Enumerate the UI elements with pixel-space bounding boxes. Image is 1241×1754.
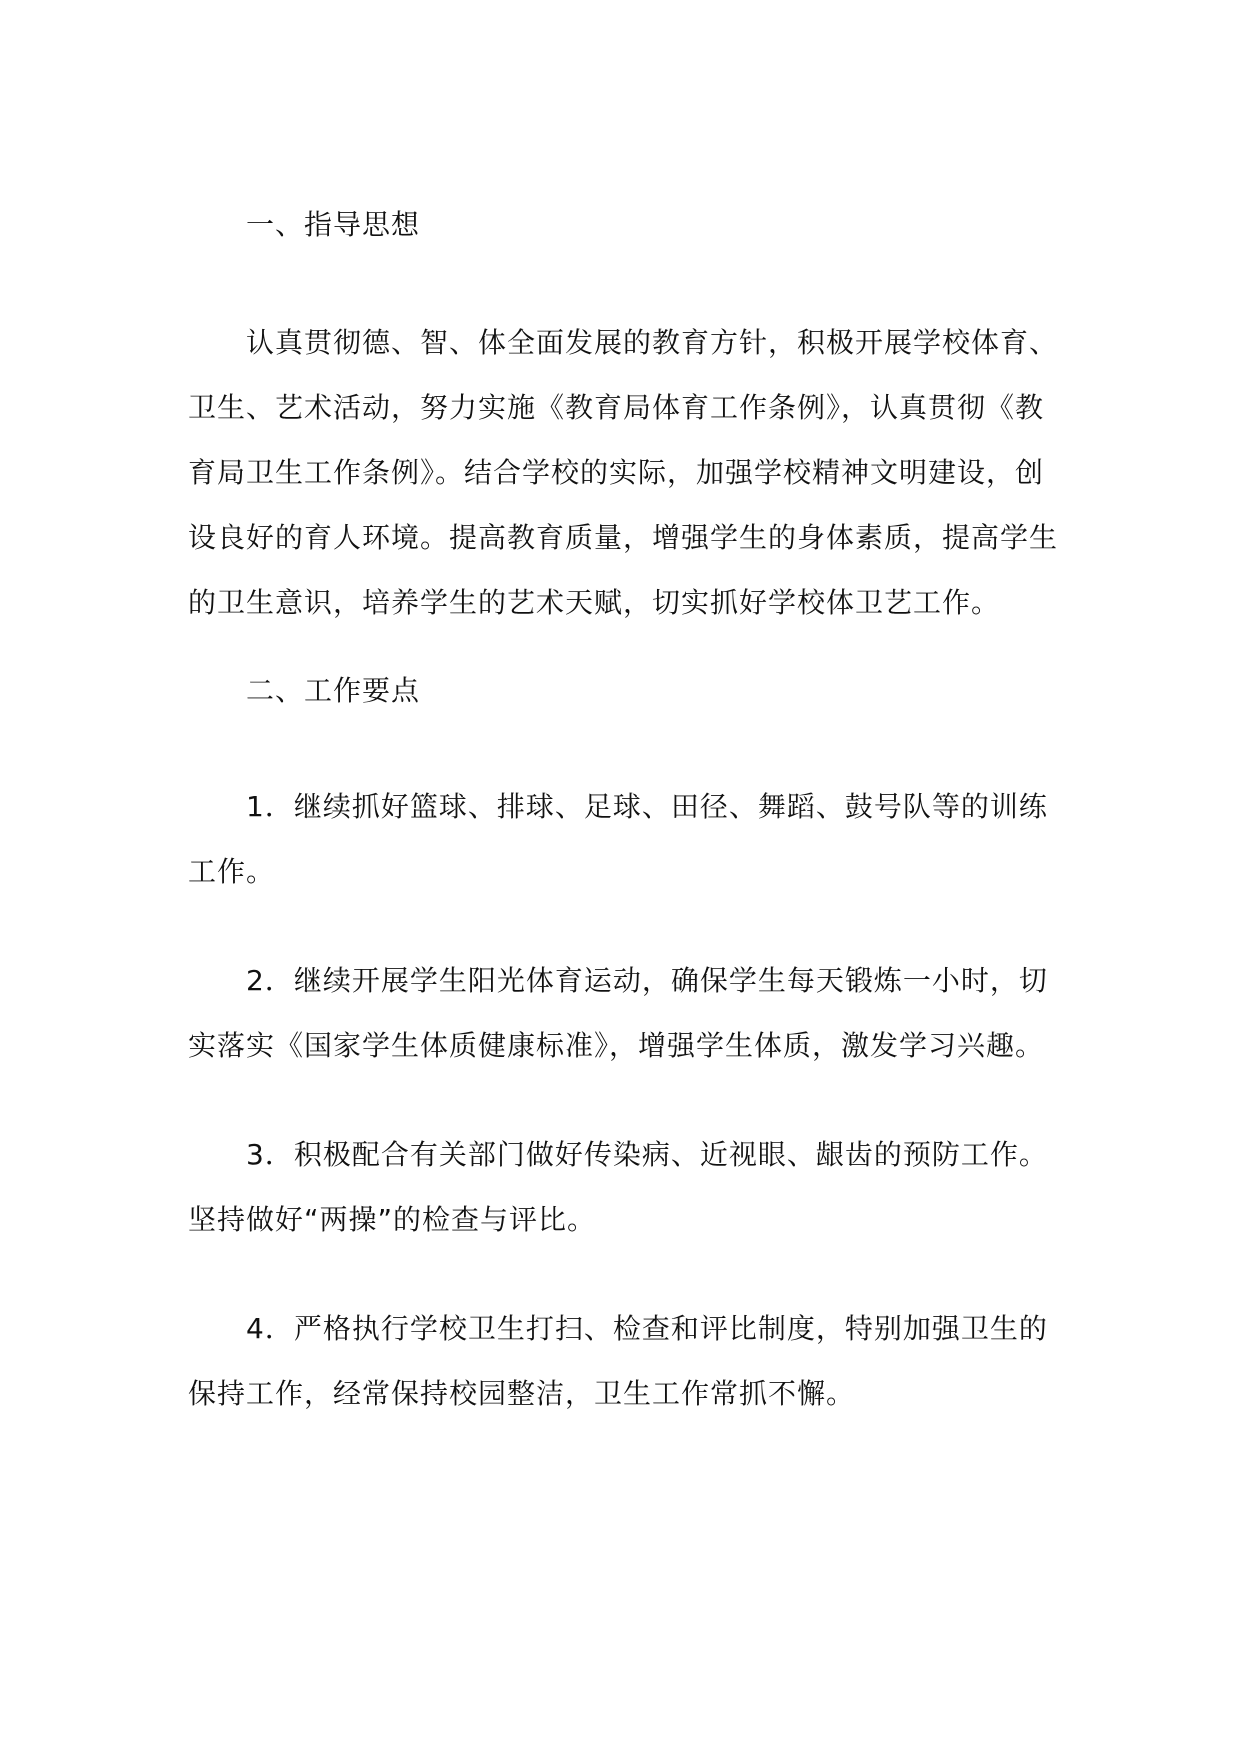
- heading-text: 二、工作要点: [246, 674, 421, 707]
- paragraph-guiding-ideology: [188, 310, 1063, 635]
- list-item-3: [188, 1122, 1063, 1252]
- list-item-2: [188, 948, 1063, 1078]
- section-heading-work-points: [188, 658, 1063, 723]
- paragraph-line: 设良好的育人环境。提高教育质量，增强学生的身体素质，提高学生: [188, 521, 1059, 554]
- paragraph-line: 1．继续抓好篮球、排球、足球、田径、舞蹈、鼓号队等的训练: [246, 790, 1048, 823]
- list-item-4: [188, 1296, 1063, 1426]
- paragraph-line: 4．严格执行学校卫生打扫、检查和评比制度，特别加强卫生的: [246, 1312, 1048, 1345]
- paragraph-line: 3．积极配合有关部门做好传染病、近视眼、龈齿的预防工作。: [246, 1138, 1048, 1171]
- paragraph-line: 保持工作，经常保持校园整洁，卫生工作常抓不懈。: [188, 1377, 856, 1410]
- paragraph-line: 的卫生意识，培养学生的艺术天赋，切实抓好学校体卫艺工作。: [188, 586, 1001, 619]
- heading-text: 一、指导思想: [246, 208, 421, 241]
- paragraph-line: 育局卫生工作条例》。结合学校的实际，加强学校精神文明建设，创: [188, 456, 1045, 489]
- paragraph-line: 坚持做好“两操”的检查与评比。: [188, 1203, 597, 1236]
- paragraph-line: 卫生、艺术活动，努力实施《教育局体育工作条例》，认真贯彻《教: [188, 391, 1045, 424]
- paragraph-line: 工作。: [188, 855, 276, 888]
- paragraph-line: 实落实《国家学生体质健康标准》，增强学生体质，激发学习兴趣。: [188, 1029, 1045, 1062]
- paragraph-line: 2．继续开展学生阳光体育运动，确保学生每天锻炼一小时，切: [246, 964, 1048, 997]
- paragraph-line: 认真贯彻德、智、体全面发展的教育方针，积极开展学校体育、: [246, 326, 1059, 359]
- section-heading-guiding-ideology: [188, 192, 1063, 257]
- list-item-1: [188, 774, 1063, 904]
